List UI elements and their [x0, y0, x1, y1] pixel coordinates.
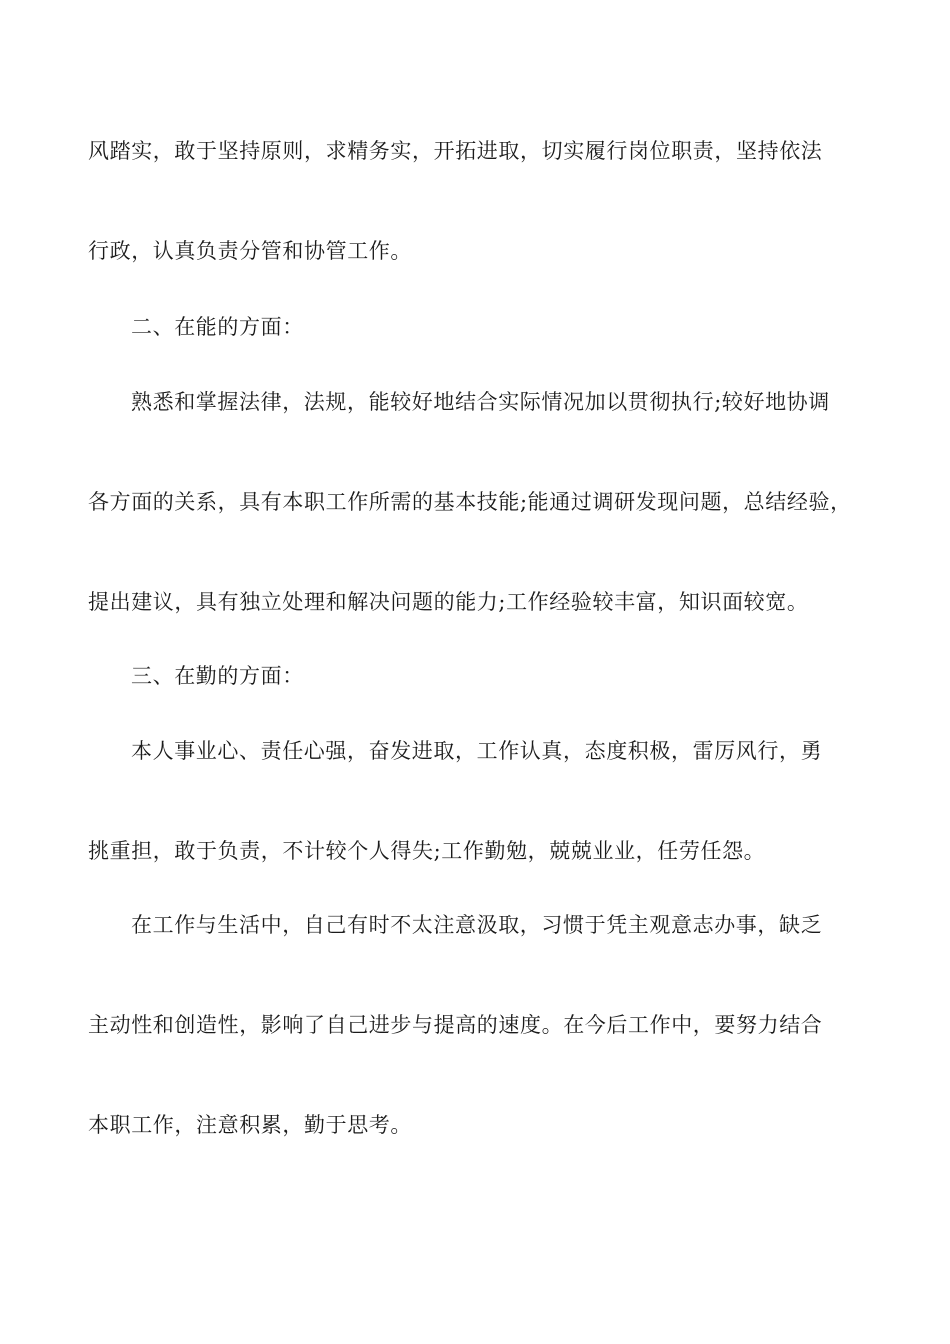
section-heading: 二、在能的方面： [131, 315, 304, 339]
paragraph-line: 提出建议，具有独立处理和解决问题的能力;工作经验较丰富，知识面较宽。 [88, 590, 809, 614]
paragraph-line: 本人事业心、责任心强，奋发进取，工作认真，态度积极，雷厉风行，勇 [131, 739, 823, 763]
paragraph-line: 挑重担，敢于负责，不计较个人得失;工作勤勉，兢兢业业，任劳任怨。 [88, 839, 766, 863]
paragraph-line: 主动性和创造性，影响了自己进步与提高的速度。在今后工作中，要努力结合 [88, 1013, 823, 1037]
section-heading: 三、在勤的方面： [131, 664, 304, 688]
paragraph-line: 本职工作，注意积累，勤于思考。 [88, 1113, 412, 1137]
paragraph-line: 行政，认真负责分管和协管工作。 [88, 239, 412, 263]
paragraph-line: 风踏实，敢于坚持原则，求精务实，开拓进取，切实履行岗位职责，坚持依法 [88, 139, 823, 163]
paragraph-line: 熟悉和掌握法律，法规，能较好地结合实际情况加以贯彻执行;较好地协调 [131, 390, 830, 414]
paragraph-line: 在工作与生活中，自己有时不太注意汲取，习惯于凭主观意志办事，缺乏 [131, 913, 823, 937]
paragraph-line: 各方面的关系，具有本职工作所需的基本技能;能通过调研发现问题，总结经验， [88, 490, 852, 514]
